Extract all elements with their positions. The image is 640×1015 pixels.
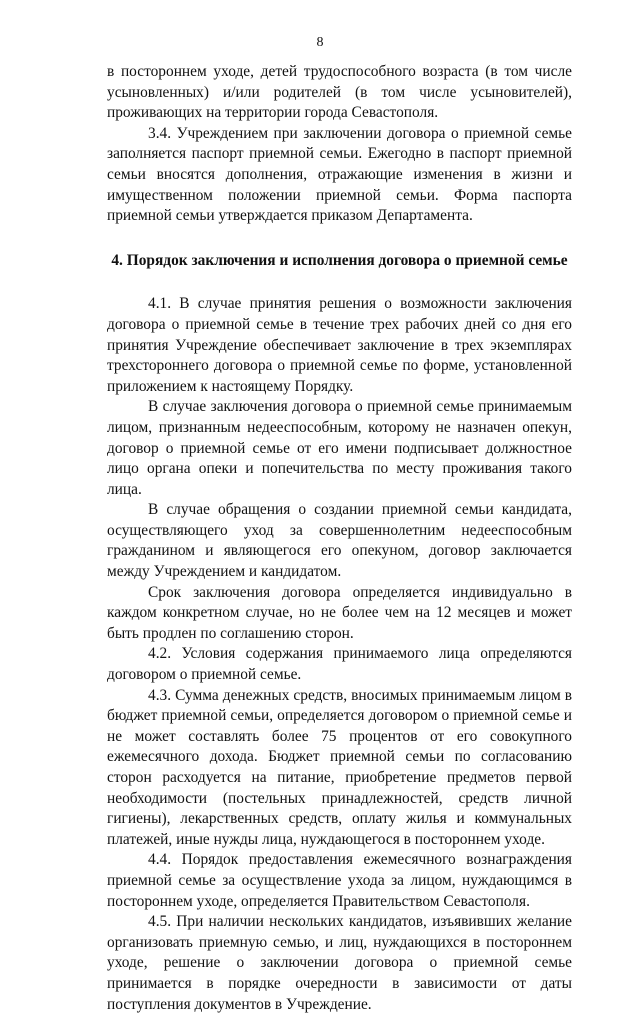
paragraph-4-2: 4.2. Условия содержания принимаемого лица определяются договором о приемной семье. bbox=[107, 645, 572, 684]
paragraph-incapable-person: В случае заключения договора о приемной семье принимаемым лицом, признанным недееспособным, которому не назначен опекун, договор о приемной семье от его имени подписывает должностное лицо органа опеки и попечительства по месту проживания такого лица. bbox=[107, 398, 572, 498]
paragraph-contract-term: Срок заключения договора определяется индивидуально в каждом конкретном случае, но не более чем на 12 месяцев и может быть продлен по соглашению сторон. bbox=[107, 583, 572, 642]
paragraph-4-3: 4.3. Сумма денежных средств, вносимых принимаемым лицом в бюджет приемной семьи, определяется договором о приемной семье и не может составлять более 75 процентов от его совокупного ежемесячного дохода. Бюджет приемной семьи по согласованию сторон расходуется на питание, приобретение предметов первой необходимости (постельных принадлежностей, средств личной гигиены), лекарственных средств, оплату жилья и коммунальных платежей, иные нужды лица, нуждающегося в постороннем уходе. bbox=[107, 686, 572, 848]
document-body bbox=[107, 62, 572, 1015]
paragraph-continuation: в постороннем уходе, детей трудоспособного возраста (в том числе усыновленных) и/или родителей (в том числе усыновителей), проживающих на территории города Севастополя. bbox=[107, 63, 572, 122]
page-number: 8 bbox=[316, 35, 324, 50]
paragraph-4-5: 4.5. При наличии нескольких кандидатов, изъявивших желание организовать приемную семью, и лиц, нуждающихся в постороннем уходе, решение о заключении договора о приемной семье принимается в порядке очередности в зависимости от даты поступления документов в Учреждение. bbox=[107, 913, 572, 1013]
paragraph-3-4: 3.4. Учреждением при заключении договора о приемной семье заполняется паспорт приемной семьи. Ежегодно в паспорт приемной семьи вносятся дополнения, отражающие изменения в жизни и имущественном положении приемной семьи. Форма паспорта приемной семьи утверждается приказом Департамента. bbox=[107, 124, 572, 225]
section-heading: 4. Порядок заключения и исполнения договора о приемной семье bbox=[111, 251, 568, 269]
paragraph-4-1: 4.1. В случае принятия решения о возможности заключения договора о приемной семье в течение трех рабочих дней со дня его принятия Учреждение обеспечивает заключение в трех экземплярах трехстороннего договора о приемной семье по форме, установленной приложением к настоящему Порядку. bbox=[107, 295, 572, 395]
paragraph-guardian-candidate: В случае обращения о создании приемной семьи кандидата, осуществляющего уход за совершеннолетним недееспособным гражданином и являющегося его опекуном, договор заключается между Учреждением и кандидатом. bbox=[107, 501, 572, 581]
paragraph-4-4: 4.4. Порядок предоставления ежемесячного вознаграждения приемной семье за осуществление ухода за лицом, нуждающимся в постороннем уходе, определяется Правительством Севастополя. bbox=[107, 851, 572, 910]
